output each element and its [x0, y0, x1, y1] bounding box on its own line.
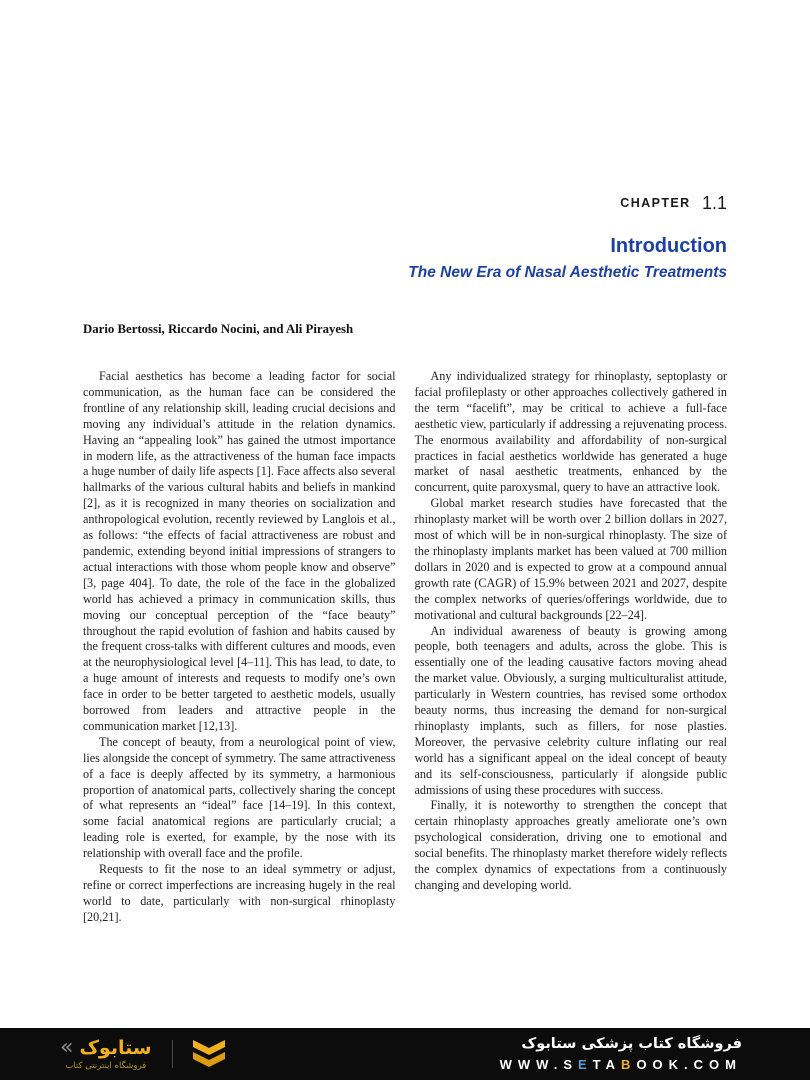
- paragraph: The concept of beauty, from a neurological point of view, lies alongside the concept of symmetry. The same attractiveness of a face is deeply affected by its symmetry, a harmonious proportion of anatomical parts, collectively sharing the concept of what represents an “ideal” face [14–19]. In this context, some facial anatomical regions are particularly crucial; a leading role is exerted, for example, by the nose with its relationship with overall face and the profile.: [83, 734, 396, 861]
- setabook-logo: [60, 1037, 152, 1071]
- two-column-body: [83, 369, 727, 926]
- right-column: [415, 369, 728, 926]
- authors-line: Dario Bertossi, Riccardo Nocini, and Ali Pirayesh: [83, 322, 354, 336]
- footer-bar: [0, 1028, 810, 1080]
- chapter-heading: [83, 193, 727, 214]
- paragraph: Any individualized strategy for rhinoplasty, septoplasty or facial profileplasty or other approaches collectively gathered in the term “facelift”, may be critical to achieve a full-face aesthetic view, particularly if addressing a rejuvenating process. The enormous availability and affordability of non-surgical practices in facial aesthetics worldwide has generated a huge market of nasal aesthetic treatments, enhanced by the concurrent, quite paroxysmal, query to have an attractive look.: [414, 369, 727, 495]
- store-title: فروشگاه کتاب پزشکی ستابوک: [521, 1036, 742, 1053]
- paragraph: Finally, it is noteworthy to strengthen the concept that certain rhinoplasty approaches greatly ameliorate one’s own psychological consideration, driving one to emotional and social benefits. The rhinoplasty market therefore widely reflects the complex dynamics of expectations from a continuously changing and developing world.: [414, 798, 727, 892]
- page-title: Introduction: [610, 235, 727, 257]
- paragraph: An individual awareness of beauty is growing among people, both teenagers and adults, across the globe. This is essentially one of the leading causative factors moving ahead the market value. Obviously, a surging multiculturalist attitude, particularly in Western countries, has revised some orthodox beauty norms, thus increasing the demand for non-surgical rhinoplasty implants, such as fillers, for nose plasties. Moreover, the pervasive celebrity culture inflating our real world has a significant appeal on the ideal concept of beauty and its self-consciousness, particularly if alongside public admissions of using these procedures with success.: [414, 623, 727, 797]
- page-content: [0, 193, 810, 926]
- logo-wordmark-row: [60, 1037, 152, 1059]
- chapter-label: CHAPTER: [620, 196, 691, 210]
- website-url: [500, 1057, 742, 1072]
- chapter-number: 1.1: [701, 193, 727, 213]
- url-segment: OOK.COM: [636, 1056, 742, 1072]
- page-subtitle: The New Era of Nasal Aesthetic Treatments: [408, 264, 727, 281]
- brand-chevron-icon: [191, 1039, 227, 1069]
- paragraph: Requests to fit the nose to an ideal symmetry or adjust, refine or correct imperfections are increasing hugely in the real world to date, particularly with non-surgical rhinoplasty [20,21].: [83, 862, 396, 924]
- logo-wordmark: ستابوک: [79, 1036, 152, 1059]
- footer-divider: [172, 1040, 173, 1068]
- paragraph: Facial aesthetics has become a leading factor for social communication, as the human face can be considered the frontline of any relationship skill, leading crucial decisions and moving any individual’s attitude in the relation dynamics. Having an “appealing look” has gained the utmost importance in modern life, as the attractiveness of the human face impacts a huge number of daily life aspects [1]. Face affects also several hallmarks of the various cultural habits and beliefs in mankind [2], as it is recognized in many theories on socialization and anthropological evolution, recently reviewed by Langlois et al., as follows: “the effects of facial attractiveness are robust and pandemic, extending beyond initial impressions of strangers to actual interactions with those whom people know and observe” [3, page 404]. To date, the role of the face in the globalized world has achieved a primacy in communication skills, thus moving our conceptual perception of the “face beauty” throughout the rapid evolution of fashion and habits caused by the frequent cross-talks with different cultures and moods, even at the neurophysiological level [4–11]. This has lead, to date, to a huge amount of interests and requests to modify one’s own face in order to be better targeted to aesthetic models, usually borrowed from leaders and attractive people in the communication market [12,13].: [83, 369, 396, 733]
- paragraph: Global market research studies have forecasted that the rhinoplasty market will be worth over 2 billion dollars in 2027, most of which will be in non-surgical rhinoplasty. The size of the rhinoplasty implants market has been valued at 700 million dollars in 2020 and is expected to grow at a compound annual growth rate (CAGR) of 15.9% between 2021 and 2027, despite the complex networks of queries/offerings worldwide, due to motivational and cultural backgrounds [22–24].: [414, 496, 727, 622]
- url-segment: TA: [592, 1056, 622, 1072]
- left-column: [83, 369, 396, 926]
- url-segment: E: [578, 1056, 593, 1072]
- logo-chevron-icon: «: [60, 1035, 74, 1060]
- footer-right-block: [500, 1036, 742, 1071]
- url-segment: WWW.S: [499, 1056, 578, 1072]
- logo-tagline: فروشگاه اینترنتی کتاب: [65, 1061, 147, 1071]
- url-segment: B: [621, 1056, 637, 1072]
